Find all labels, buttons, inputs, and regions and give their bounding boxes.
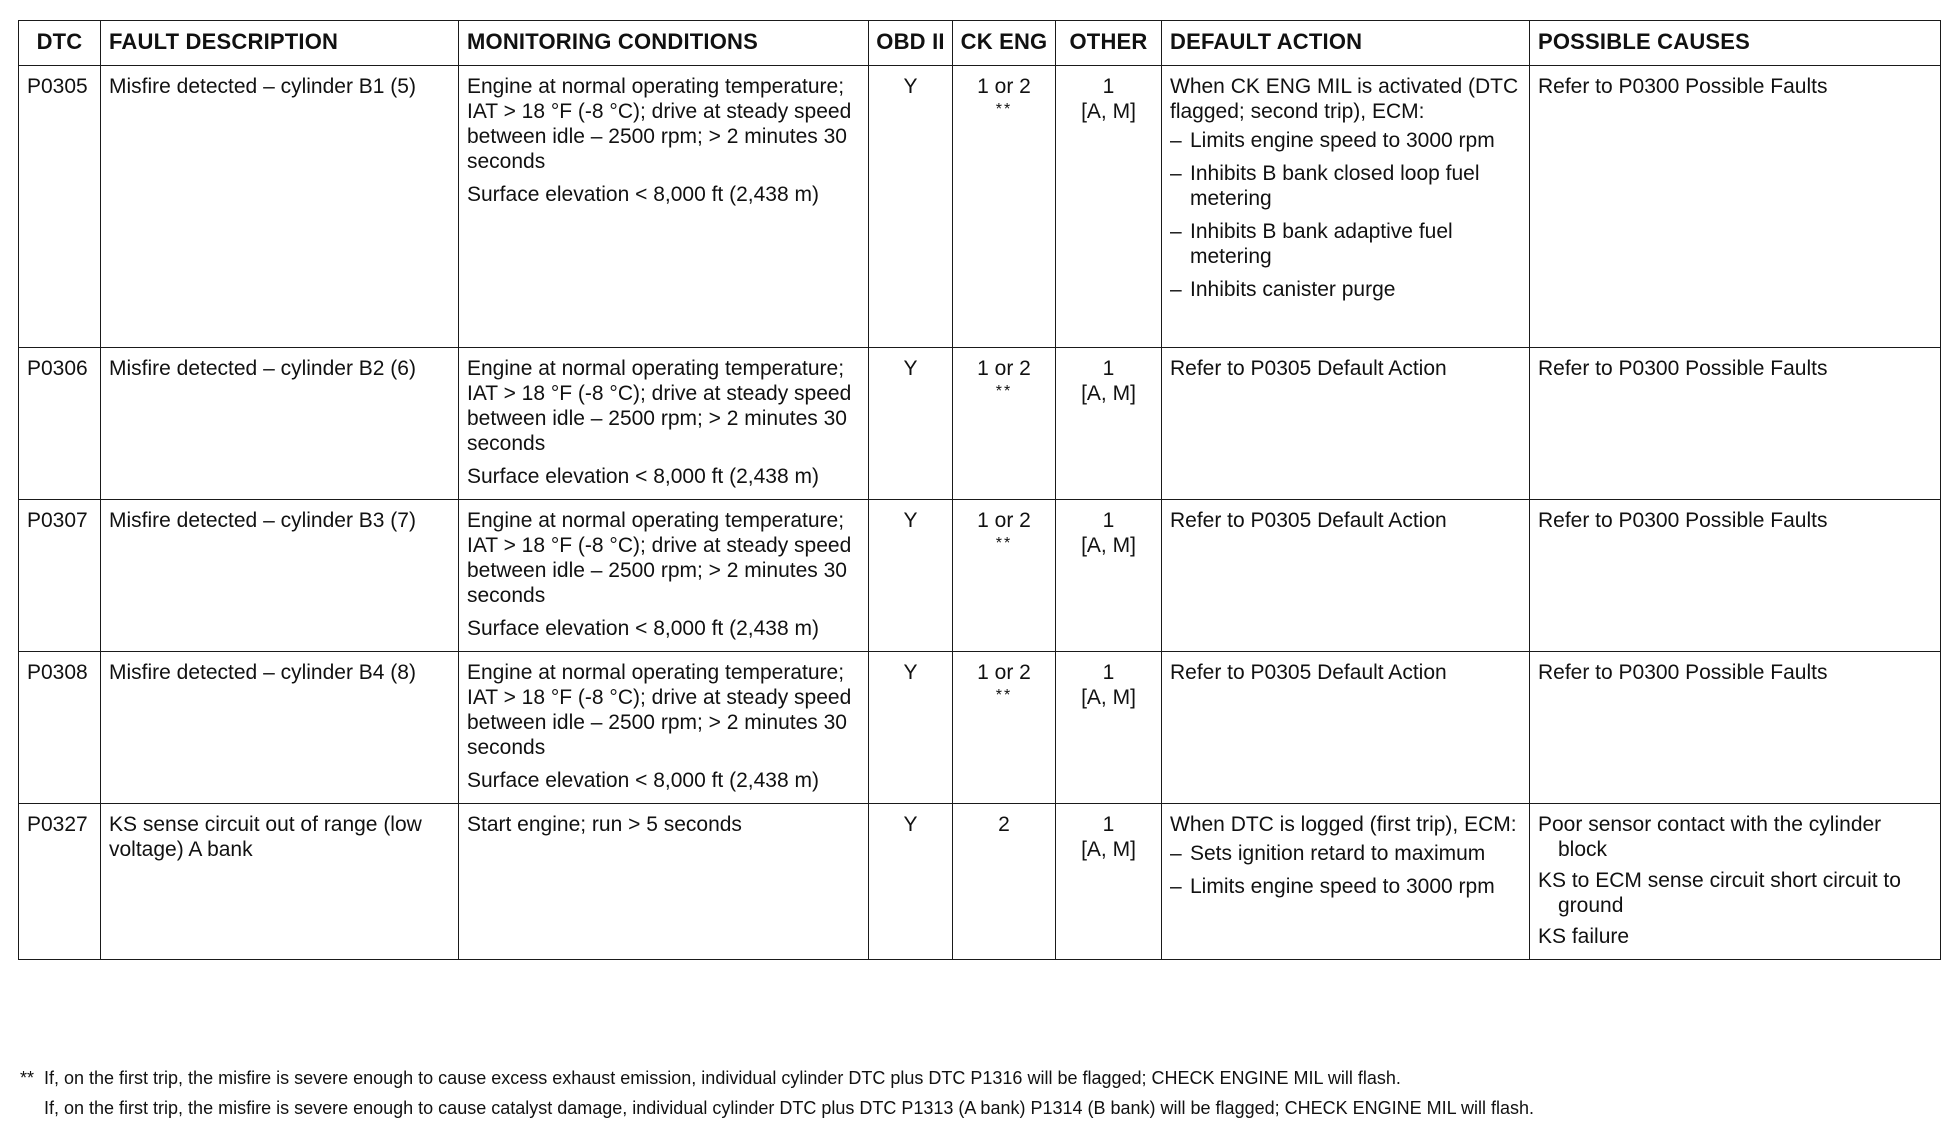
header-default-action: DEFAULT ACTION bbox=[1162, 21, 1530, 66]
dtc-code: P0305 bbox=[19, 66, 101, 348]
possible-cause: Refer to P0300 Possible Faults bbox=[1538, 509, 1828, 532]
default-action bbox=[1162, 348, 1530, 500]
obd-ii-flag: Y bbox=[869, 66, 953, 348]
ck-eng-value: 1 or 2 bbox=[977, 509, 1031, 532]
default-action-intro: Refer to P0305 Default Action bbox=[1170, 357, 1447, 380]
default-action-item: – Inhibits B bank adaptive fuel metering bbox=[1170, 219, 1521, 269]
possible-cause: Refer to P0300 Possible Faults bbox=[1538, 661, 1828, 684]
ck-eng-value: 2 bbox=[998, 813, 1010, 836]
default-action-list bbox=[1170, 841, 1521, 899]
ck-eng-value: 1 or 2 bbox=[977, 661, 1031, 684]
default-action bbox=[1162, 804, 1530, 960]
ck-eng-value: 1 or 2 bbox=[977, 75, 1031, 98]
dtc-code: P0308 bbox=[19, 652, 101, 804]
obd-ii-flag: Y bbox=[869, 500, 953, 652]
header-row bbox=[19, 21, 1941, 66]
obd-ii-flag: Y bbox=[869, 348, 953, 500]
fault-description: KS sense circuit out of range (low voltage) A bank bbox=[101, 804, 459, 960]
default-action-list bbox=[1170, 128, 1521, 302]
possible-causes bbox=[1530, 652, 1941, 804]
footnote-marker: ** bbox=[995, 535, 1013, 552]
table-row bbox=[19, 66, 1941, 348]
monitoring-text: Engine at normal operating temperature; IAT > 18 °F (-8 °C); drive at steady speed between idle – 2500 rpm; > 2 minutes 30 seconds bbox=[467, 661, 852, 759]
surface-elevation: Surface elevation < 8,000 ft (2,438 m) bbox=[467, 465, 819, 488]
footnote-marker: ** bbox=[995, 687, 1013, 704]
monitoring-text: Engine at normal operating temperature; IAT > 18 °F (-8 °C); drive at steady speed between idle – 2500 rpm; > 2 minutes 30 seconds bbox=[467, 357, 852, 455]
other-note: [A, M] bbox=[1081, 686, 1136, 709]
table-row bbox=[19, 348, 1941, 500]
header-ck-eng: CK ENG bbox=[953, 21, 1056, 66]
default-action-item: – Inhibits canister purge bbox=[1170, 277, 1521, 302]
default-action-item: – Limits engine speed to 3000 rpm bbox=[1170, 874, 1521, 899]
fault-description: Misfire detected – cylinder B2 (6) bbox=[101, 348, 459, 500]
header-dtc: DTC bbox=[19, 21, 101, 66]
header-fault-description: FAULT DESCRIPTION bbox=[101, 21, 459, 66]
default-action-intro: When CK ENG MIL is activated (DTC flagged; second trip), ECM: bbox=[1170, 75, 1519, 123]
other-note: [A, M] bbox=[1081, 100, 1136, 123]
default-action-item: – Limits engine speed to 3000 rpm bbox=[1170, 128, 1521, 153]
footnote-text: If, on the first trip, the misfire is severe enough to cause catalyst damage, individual cylinder DTC plus DTC P1313 (A bank) P1314 (B bank) will be flagged; CHECK ENGINE MIL will flash. bbox=[44, 1098, 1534, 1118]
possible-cause: KS failure bbox=[1538, 925, 1630, 948]
ck-eng-cell bbox=[953, 804, 1056, 960]
default-action-item: – Sets ignition retard to maximum bbox=[1170, 841, 1521, 866]
other-cell bbox=[1056, 66, 1162, 348]
footnote-marker: ** bbox=[995, 383, 1013, 400]
fault-description: Misfire detected – cylinder B1 (5) bbox=[101, 66, 459, 348]
monitoring-text: Engine at normal operating temperature; IAT > 18 °F (-8 °C); drive at steady speed between idle – 2500 rpm; > 2 minutes 30 seconds bbox=[467, 75, 852, 173]
possible-cause: Refer to P0300 Possible Faults bbox=[1538, 75, 1828, 98]
header-monitoring-conditions: MONITORING CONDITIONS bbox=[459, 21, 869, 66]
other-note: [A, M] bbox=[1081, 534, 1136, 557]
possible-cause: Refer to P0300 Possible Faults bbox=[1538, 357, 1828, 380]
other-value: 1 bbox=[1102, 813, 1115, 836]
surface-elevation: Surface elevation < 8,000 ft (2,438 m) bbox=[467, 617, 819, 640]
ck-eng-cell bbox=[953, 348, 1056, 500]
table-row bbox=[19, 804, 1941, 960]
possible-cause: KS to ECM sense circuit short circuit to ground bbox=[1538, 869, 1901, 917]
footnote-marker: ** bbox=[20, 1068, 35, 1088]
table-row bbox=[19, 500, 1941, 652]
header-obd-ii: OBD II bbox=[869, 21, 953, 66]
default-action-intro: Refer to P0305 Default Action bbox=[1170, 509, 1447, 532]
other-value: 1 bbox=[1102, 661, 1115, 684]
footnote bbox=[20, 1063, 1940, 1093]
footnote bbox=[20, 1093, 1940, 1123]
dtc-code: P0327 bbox=[19, 804, 101, 960]
obd-ii-flag: Y bbox=[869, 804, 953, 960]
other-cell bbox=[1056, 348, 1162, 500]
header-other: OTHER bbox=[1056, 21, 1162, 66]
possible-causes bbox=[1530, 66, 1941, 348]
ck-eng-value: 1 or 2 bbox=[977, 357, 1031, 380]
monitoring-text: Engine at normal operating temperature; IAT > 18 °F (-8 °C); drive at steady speed between idle – 2500 rpm; > 2 minutes 30 seconds bbox=[467, 509, 852, 607]
default-action bbox=[1162, 652, 1530, 804]
other-value: 1 bbox=[1102, 509, 1115, 532]
monitoring-conditions bbox=[459, 804, 869, 960]
other-note: [A, M] bbox=[1081, 838, 1136, 861]
footnote-text: If, on the first trip, the misfire is severe enough to cause excess exhaust emission, individual cylinder DTC plus DTC P1316 will be flagged; CHECK ENGINE MIL will flash. bbox=[44, 1068, 1401, 1088]
possible-causes bbox=[1530, 500, 1941, 652]
default-action bbox=[1162, 500, 1530, 652]
dtc-code: P0307 bbox=[19, 500, 101, 652]
fault-description: Misfire detected – cylinder B3 (7) bbox=[101, 500, 459, 652]
other-cell bbox=[1056, 804, 1162, 960]
monitoring-conditions bbox=[459, 652, 869, 804]
possible-cause: Poor sensor contact with the cylinder block bbox=[1538, 813, 1882, 861]
default-action bbox=[1162, 66, 1530, 348]
dtc-code: P0306 bbox=[19, 348, 101, 500]
possible-causes bbox=[1530, 348, 1941, 500]
default-action-intro: Refer to P0305 Default Action bbox=[1170, 661, 1447, 684]
other-cell bbox=[1056, 652, 1162, 804]
ck-eng-cell bbox=[953, 652, 1056, 804]
other-note: [A, M] bbox=[1081, 382, 1136, 405]
monitoring-conditions bbox=[459, 500, 869, 652]
footnote-marker: ** bbox=[995, 101, 1013, 118]
surface-elevation: Surface elevation < 8,000 ft (2,438 m) bbox=[467, 183, 819, 206]
other-value: 1 bbox=[1102, 357, 1115, 380]
possible-causes bbox=[1530, 804, 1941, 960]
other-value: 1 bbox=[1102, 75, 1115, 98]
other-cell bbox=[1056, 500, 1162, 652]
dtc-table bbox=[18, 20, 1941, 960]
table-row bbox=[19, 652, 1941, 804]
default-action-item: – Inhibits B bank closed loop fuel metering bbox=[1170, 161, 1521, 211]
default-action-intro: When DTC is logged (first trip), ECM: bbox=[1170, 813, 1517, 836]
monitoring-conditions bbox=[459, 66, 869, 348]
header-possible-causes: POSSIBLE CAUSES bbox=[1530, 21, 1941, 66]
monitoring-conditions bbox=[459, 348, 869, 500]
monitoring-text: Start engine; run > 5 seconds bbox=[467, 813, 742, 836]
surface-elevation: Surface elevation < 8,000 ft (2,438 m) bbox=[467, 769, 819, 792]
ck-eng-cell bbox=[953, 66, 1056, 348]
ck-eng-cell bbox=[953, 500, 1056, 652]
fault-description: Misfire detected – cylinder B4 (8) bbox=[101, 652, 459, 804]
obd-ii-flag: Y bbox=[869, 652, 953, 804]
footnotes bbox=[20, 1063, 1940, 1123]
